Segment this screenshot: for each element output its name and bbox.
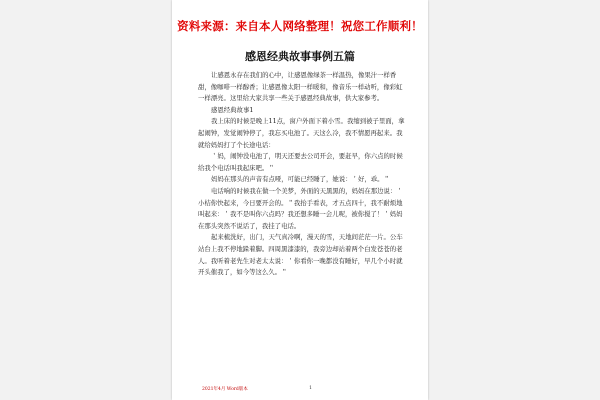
page-number: 1 <box>309 386 312 391</box>
document-title: 感恩经典故事事例五篇 <box>245 50 355 63</box>
document-body <box>198 70 408 279</box>
body-paragraph: 让感恩永存在我们的心中，让感恩像绿茶一样温热，像果汁一样香甜，像咖啡一样醇香；让感恩像太阳一样暖和，像音乐一样动听，像彩虹一样漂亮。这里给大家共享一些关于感恩经典故事，供大家参考。 <box>198 71 403 103</box>
document-page <box>172 0 428 400</box>
body-paragraph: ＇妈，闹钟没电池了，明天还要去公司开会，要赶早，你六点的时候给我个电话叫我起床吧。＂ <box>198 152 403 172</box>
body-paragraph: 电话响的时候我在做一个美梦，外面的天黑黑的，妈妈在那边说：＇小桔你快起来，今日要开会的。＂我抬手看表，才五点四十，我不耐烦地叫起来：＇我不是叫你六点吗？我还想多睡一会儿呢，被你搅了！＇妈妈在那头突然不说话了，我挂了电话。 <box>198 186 403 230</box>
story-heading: 感恩经典故事1 <box>211 105 254 114</box>
footer-date-source: 2021年4月 Word版本 <box>202 387 248 392</box>
body-paragraph: 我上床的时候是晚上11点，窗户外面下着小雪。我缩到被子里面，拿起闹钟，发觉闹钟停了，我忘买电池了。天这么冷，我不情愿再起来。我就给妈妈打了个长途电话： <box>198 117 405 149</box>
page-footer <box>202 386 402 392</box>
source-banner: 资料来源：来自本人网络整理！祝您工作顺利！ <box>177 19 423 33</box>
body-paragraph: 妈妈在那头的声音有点哑，可能已经睡了，她说：＇好，乖。＂ <box>211 175 390 184</box>
body-paragraph: 起来梳洗好，出门，天气真冷啊，漫天的雪，天地间茫茫一片。公车站台上我不停地跺着脚。四周黑漆漆的，我旁边却站着两个白发苍苍的老人。我听着老先生对老太太说：＇你看你一晚都没有睡好，早几个小时就开头催我了，如今等这么久。＂ <box>198 233 403 277</box>
